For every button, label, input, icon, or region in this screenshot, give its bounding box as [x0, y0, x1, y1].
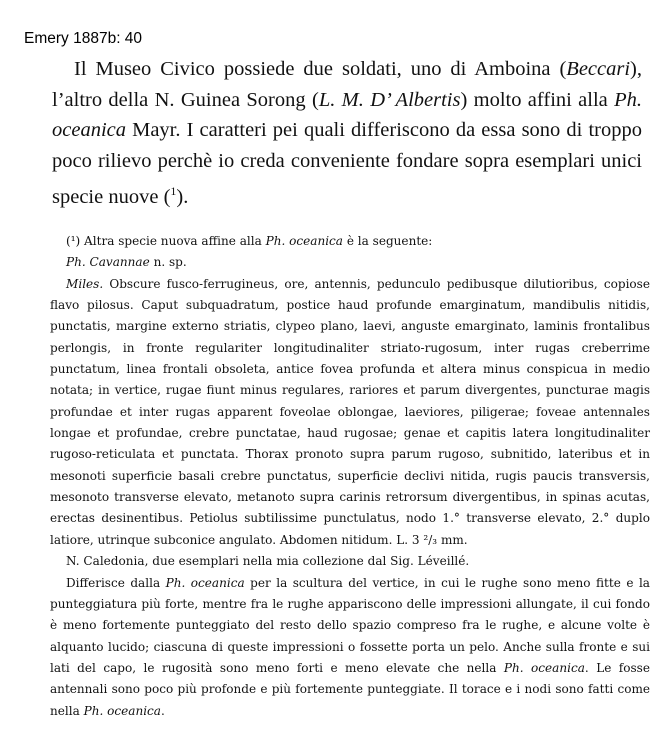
comparison-text-1: Differisce dalla [66, 575, 166, 590]
citation-header: Emery 1887b: 40 [24, 30, 143, 47]
caste-label: Miles. [66, 276, 104, 291]
comparison-text-2: per la scultura del vertice, in cui le rughe sono meno fitte e la punteggiatura più forte, mentre fra le rughe appariscono delle impressioni allungate, il cui fondo è meno fortemente punteggiato del resto dello spazio compreso fra le rughe, e alcune volte è alquanto lucido; ciascuna di queste impressioni o fossette porta un pelo. Anche sulla fronte e sui lati del capo, le rugosità sono meno forti e meno elevate che nella [50, 575, 650, 675]
main-text-5: ). [176, 185, 189, 208]
collector-name-beccari: Beccari [566, 58, 631, 80]
species-name: Ph. oceanica [165, 575, 245, 590]
comparison-paragraph [50, 573, 650, 722]
comparison-text-4: . [161, 703, 165, 718]
new-species-heading [50, 252, 650, 273]
main-text-2: ), l’altro della N. Guinea Sorong ( [52, 58, 642, 111]
species-name: Ph. oceanica [503, 660, 585, 675]
description-text: Obscure fusco-ferrugineus, ore, antennis, pedunculo pedibusque dilutioribus, copiose flavo pilosus. Caput subquadratum, postice haud profunde emarginatum, mandibulis nitidis, punctatis, margine externo striatis, clypeo plano, laevi, anguste emarginato, laminis frontalibus perlongis, in fronte regulariter longitudinaliter striato-rugosum, inter rugas creberrime punctatum, linea frontali obsoleta, antice fovea profunda et altera minus conspicua in medio notata; in vertice, rugae fiunt minus regulares, rariores et parum divergentes, puncturae magis profundae et inter rugas apparent foveolae oblongae, laeviores, piligerae; foveae antennales longae et profundae, crebre punctatae, haud rugosae; genae et capitis latera longitudinaliter rugoso-reticulata et punctata. Thorax pronoto supra parum rugoso, subnitido, lateribus et in mesonoti superficie basali crebre punctatus, superficie declivi nitida, rugis paucis transversis, mesonoto transverse elevato, metanoto supra carinis retrorsum divergentibus, in spinas acutas, erectas desinentibus. Petiolus subtilissime punctulatus, nodo 1.° transverse elevato, 2.° duplo latiore, utrinque subconice angulato. Abdomen nitidum. L. 3 ²/₃ mm. [50, 276, 650, 547]
footnote-block [50, 231, 650, 722]
species-name: Ph. oceanica [265, 234, 343, 248]
new-species-suffix: n. sp. [149, 255, 187, 270]
new-species-name: Ph. Cavannae [66, 255, 150, 270]
locality-line: N. Caledonia, due esemplari nella mia collezione dal Sig. Léveillé. [66, 554, 470, 569]
main-paragraph [52, 54, 642, 212]
species-name: Ph. oceanica [83, 703, 161, 718]
species-name: Ph. oceanica [52, 88, 643, 141]
footnote-intro-text: (¹) Altra specie nuova affine alla [66, 234, 266, 248]
footnote-intro [50, 231, 650, 252]
main-text-4: Mayr. I caratteri pei quali differiscono da essa sono di troppo poco rilievo perchè io creda conveniente fondare sopra esemplari unici specie nuove ( [52, 119, 642, 208]
species-description [50, 274, 650, 551]
comparison-text-3: . Le fosse antennali sono poco più profonde e più fortemente punteggiate. Il torace e i nodi sono fatti come nella [50, 660, 650, 718]
collector-name-albertis: L. M. D’ Albertis [318, 88, 461, 111]
footnote-intro-text-end: è la seguente: [343, 234, 433, 248]
main-text-1: Il Museo Civico possiede due soldati, uno di Amboina ( [74, 58, 567, 80]
footnote-ref: 1 [170, 184, 177, 198]
main-text-3: ) molto affini alla [460, 88, 615, 111]
